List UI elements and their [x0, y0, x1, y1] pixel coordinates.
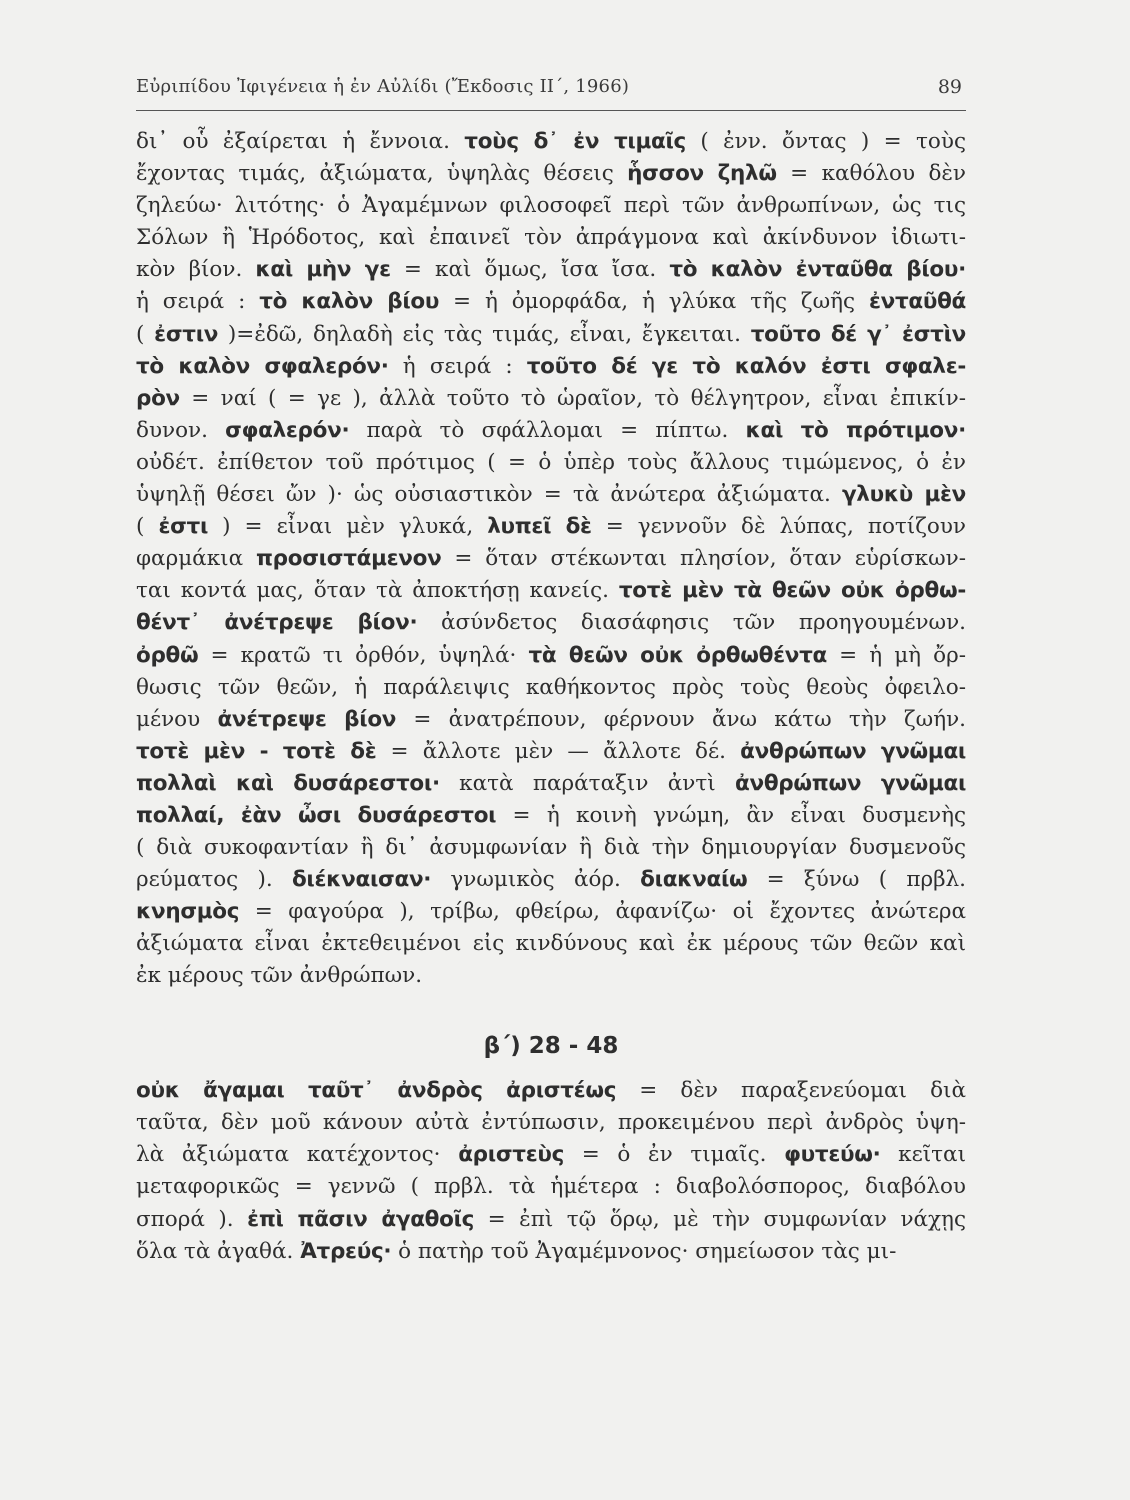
text-line [136, 158, 966, 190]
gloss-text: παρὰ τὸ σφάλλομαι = πίπτω. [349, 417, 746, 443]
text-line [136, 190, 966, 222]
text-line [136, 1236, 966, 1268]
text-line [136, 960, 966, 992]
text-line [136, 383, 966, 415]
text-line [136, 1171, 966, 1203]
lemma-term: ἐνταῦθά [868, 289, 966, 315]
text-line [136, 768, 966, 800]
lemma-term: λυπεῖ δὲ [487, 514, 592, 540]
lemma-term: διακναίω [640, 867, 748, 893]
text-line [136, 575, 966, 607]
lemma-term: ἀνθρώπων γνῶμαι [740, 738, 966, 764]
lemma-term: ἀνθρώπων γνῶμαι [735, 770, 966, 796]
lemma-term: θέντ᾽ ἀνέτρεψε βίον· [136, 610, 418, 636]
lemma-term: πολλαί, ἐὰν ὦσι δυσάρεστοι [136, 802, 497, 828]
lemma-term: τὰ θεῶν οὐκ ὀρθωθέντα [528, 642, 828, 668]
text-line [136, 864, 966, 896]
gloss-text: γνωμικὸς ἀόρ. [431, 867, 641, 893]
text-line [136, 736, 966, 768]
text-line [136, 447, 966, 479]
gloss-text: Σόλων ἢ Ἡρόδοτος, καὶ ἐπαινεῖ τὸν ἀπράγμονα καὶ ἀκίνδυνον ἰδιωτι- [136, 225, 966, 251]
text-line [136, 672, 966, 704]
lemma-term: σφαλερόν· [225, 417, 350, 443]
lemma-term: ρὸν [136, 385, 180, 411]
lemma-term: Ἀτρεύς· [300, 1239, 392, 1265]
lemma-term: ὀρθῶ [136, 642, 199, 668]
text-line [136, 415, 966, 447]
gloss-text: = ἡ κοινὴ γνώμη, ἂν εἶναι δυσμενὴς [496, 802, 966, 828]
gloss-text: = ὁ ἐν τιμαῖς. [564, 1142, 785, 1168]
gloss-text: σπορά ). [136, 1206, 248, 1232]
gloss-text: )=ἐδῶ, δηλαδὴ εἰς τὰς τιμάς, εἶναι, ἔγκειται. [218, 321, 751, 347]
gloss-text: = καθόλου δὲν [776, 161, 966, 187]
lemma-term: ἀριστεὺς [458, 1142, 565, 1168]
gloss-text: = ξύνω ( πρβλ. [747, 867, 966, 893]
gloss-text: κεῖται [880, 1142, 966, 1168]
gloss-text: ὑψηλῇ θέσει ὤν )· ὡς οὐσιαστικὸν = τὰ ἀνώτερα ἀξιώματα. [136, 482, 842, 508]
gloss-text: μένου [136, 706, 218, 732]
gloss-text: ἀσύνδετος διασάφησις τῶν προηγουμένων. [417, 610, 966, 636]
gloss-text: ταῦτα, δὲν μοῦ κάνουν αὐτὰ ἐντύπωσιν, προκειμένου περὶ ἀνδρὸς ὑψη- [136, 1109, 966, 1135]
lemma-term: τὸ καλὸν ἐνταῦθα βίου· [669, 257, 966, 283]
text-line [136, 319, 966, 351]
text-line [136, 351, 966, 383]
gloss-text: ζηλεύω· λιτότης· ὁ Ἀγαμέμνων φιλοσοφεῖ περὶ τῶν ἀνθρωπίνων, ὡς τις [136, 193, 966, 219]
text-line [136, 222, 966, 254]
gloss-text: = φαγούρα ), τρίβω, φθείρω, ἀφανίζω· οἱ ἔχοντες ἀνώτερα [239, 899, 966, 925]
lemma-term: ἐστιν [154, 321, 219, 347]
lemma-term: καὶ μὴν γε [255, 257, 391, 283]
text-line [136, 511, 966, 543]
text-line [136, 479, 966, 511]
text-line [136, 286, 966, 318]
section-heading: β΄) 28 - 48 [483, 1032, 619, 1059]
gloss-text: = γεννοῦν δὲ λύπας, ποτίζουν [591, 514, 966, 540]
gloss-text: = ἄλλοτε μὲν — ἄλλοτε δέ. [376, 738, 741, 764]
gloss-text: = ἀνατρέπουν, φέρνουν ἄνω κάτω τὴν ζωήν. [396, 706, 966, 732]
lemma-term: καὶ τὸ πρότιμον· [745, 417, 966, 443]
lemma-term: ἐστι [158, 514, 209, 540]
lemma-term: τοῦτο δέ γ᾽ ἐστὶν [750, 321, 966, 347]
text-line [136, 543, 966, 575]
gloss-text: = κρατῶ τι ὀρθόν, ὑψηλά· [198, 642, 529, 668]
text-line [136, 126, 966, 158]
gloss-text: φαρμάκια [136, 546, 256, 572]
gloss-text: ( [136, 514, 159, 540]
gloss-text: ( ἐνν. ὄντας ) = τοὺς [685, 129, 966, 154]
text-line [136, 832, 966, 864]
commentary-paragraph-1 [136, 126, 966, 993]
lemma-term: τοῦτο δέ γε τὸ καλόν ἐστι σφαλε- [526, 353, 966, 379]
text-line [136, 1075, 966, 1107]
lemma-term: ἀνέτρεψε βίον [217, 706, 397, 732]
gloss-text: ρεύματος ). [136, 867, 292, 893]
text-line [136, 640, 966, 672]
gloss-text: μεταφορικῶς = γεννῶ ( πρβλ. τὰ ἡμέτερα : διαβολόσπορος, διαβόλου [136, 1174, 966, 1200]
gloss-text: ἡ σειρά : [136, 289, 260, 315]
gloss-text: ὅλα τὰ ἀγαθά. [136, 1239, 301, 1265]
gloss-text: κὸν βίον. [136, 257, 256, 283]
text-line [136, 896, 966, 928]
running-header [136, 72, 966, 111]
gloss-text: ἐκ μέρους τῶν ἀνθρώπων. [136, 963, 423, 989]
lemma-term: γλυκὺ μὲν [841, 482, 966, 508]
lemma-term: διέκναισαν· [291, 867, 432, 893]
text-line [136, 1204, 966, 1236]
lemma-term: τὸ καλὸν σφαλερόν· [136, 353, 389, 379]
lemma-term: ἐπὶ πᾶσιν ἀγαθοῖς [247, 1206, 475, 1232]
gloss-text: ὁ πατὴρ τοῦ Ἀγαμέμνονος· σημείωσον τὰς μι- [391, 1239, 897, 1265]
gloss-text: ἀξιώματα εἶναι ἐκτεθειμένοι εἰς κινδύνους καὶ ἐκ μέρους τῶν θεῶν καὶ [136, 931, 966, 957]
gloss-text: ἡ σειρά : [388, 353, 527, 379]
gloss-text: ( διὰ συκοφαντίαν ἢ δι᾽ ἀσυμφωνίαν ἢ διὰ τὴν δημιουργίαν δυσμενοῦς [136, 835, 966, 861]
gloss-text: οὐδέτ. ἐπίθετον τοῦ πρότιμος ( = ὁ ὑπὲρ τοὺς ἄλλους τιμώμενος, ὁ ἐν [136, 449, 966, 475]
running-title: Εὐριπίδου Ἰφιγένεια ἡ ἐν Αὐλίδι (Ἔκδοσις ΙΙ΄, 1966) [136, 76, 630, 97]
gloss-text: δυνον. [136, 417, 226, 443]
text-line [136, 928, 966, 960]
text-line [136, 800, 966, 832]
gloss-text: κατὰ παράταξιν ἀντὶ [439, 770, 735, 796]
gloss-text: = καὶ ὅμως, ἴσα ἴσα. [390, 257, 670, 283]
gloss-text: = ὅταν στέκωνται πλησίον, ὅταν εὑρίσκων- [441, 546, 966, 572]
lemma-term: πολλαὶ καὶ δυσάρεστοι· [136, 770, 440, 796]
gloss-text: ) = εἶναι μὲν γλυκά, [208, 514, 488, 540]
text-line [136, 607, 966, 639]
gloss-text: = ναί ( = γε ), ἀλλὰ τοῦτο τὸ ὡραῖον, τὸ θέλγητρον, εἶναι ἐπικίν- [179, 385, 966, 411]
gloss-text: = ἡ μὴ ὄρ- [827, 642, 966, 668]
lemma-term: φυτεύω· [784, 1142, 881, 1168]
gloss-text: = δὲν παραξενεύομαι διὰ [616, 1077, 966, 1103]
lemma-term: προσιστάμενον [255, 546, 442, 572]
lemma-term: ἧσσον ζηλῶ [627, 161, 777, 187]
lemma-term: τοτὲ μὲν - τοτὲ δὲ [136, 738, 377, 764]
text-line [136, 1139, 966, 1171]
gloss-text: = ἐπὶ τῷ ὅρῳ, μὲ τὴν συμφωνίαν νάχῃς [474, 1206, 966, 1232]
gloss-text: ται κοντά μας, ὅταν τὰ ἀποκτήσῃ κανείς. [136, 578, 619, 604]
text-line [136, 254, 966, 286]
lemma-term: τοὺς δ᾽ ἐν τιμαῖς [464, 129, 686, 154]
lemma-term: κνησμὸς [136, 899, 240, 925]
text-line [136, 704, 966, 736]
gloss-text: λὰ ἀξιώματα κατέχοντος· [136, 1142, 459, 1168]
lemma-term: τὸ καλὸν βίου [259, 289, 440, 315]
gloss-text: θωσις τῶν θεῶν, ἡ παράλειψις καθήκοντος πρὸς τοὺς θεοὺς ὀφειλο- [136, 674, 966, 700]
gloss-text: δι᾽ οὗ ἐξαίρεται ἡ ἔννοια. [136, 129, 465, 154]
gloss-text: ἔχοντας τιμάς, ἀξιώματα, ὑψηλὰς θέσεις [136, 161, 628, 187]
commentary-paragraph-2 [136, 1075, 966, 1269]
page-number: 89 [937, 76, 962, 98]
text-line [136, 1107, 966, 1139]
lemma-term: οὐκ ἄγαμαι ταῦτ᾽ ἀνδρὸς ἀριστέως [136, 1077, 617, 1103]
gloss-text: = ἡ ὀμορφάδα, ἡ γλύκα τῆς ζωῆς [439, 289, 869, 315]
gloss-text: ( [136, 321, 155, 347]
lemma-term: τοτὲ μὲν τὰ θεῶν οὐκ ὀρθω- [618, 578, 966, 604]
commentary-text [136, 126, 966, 1268]
